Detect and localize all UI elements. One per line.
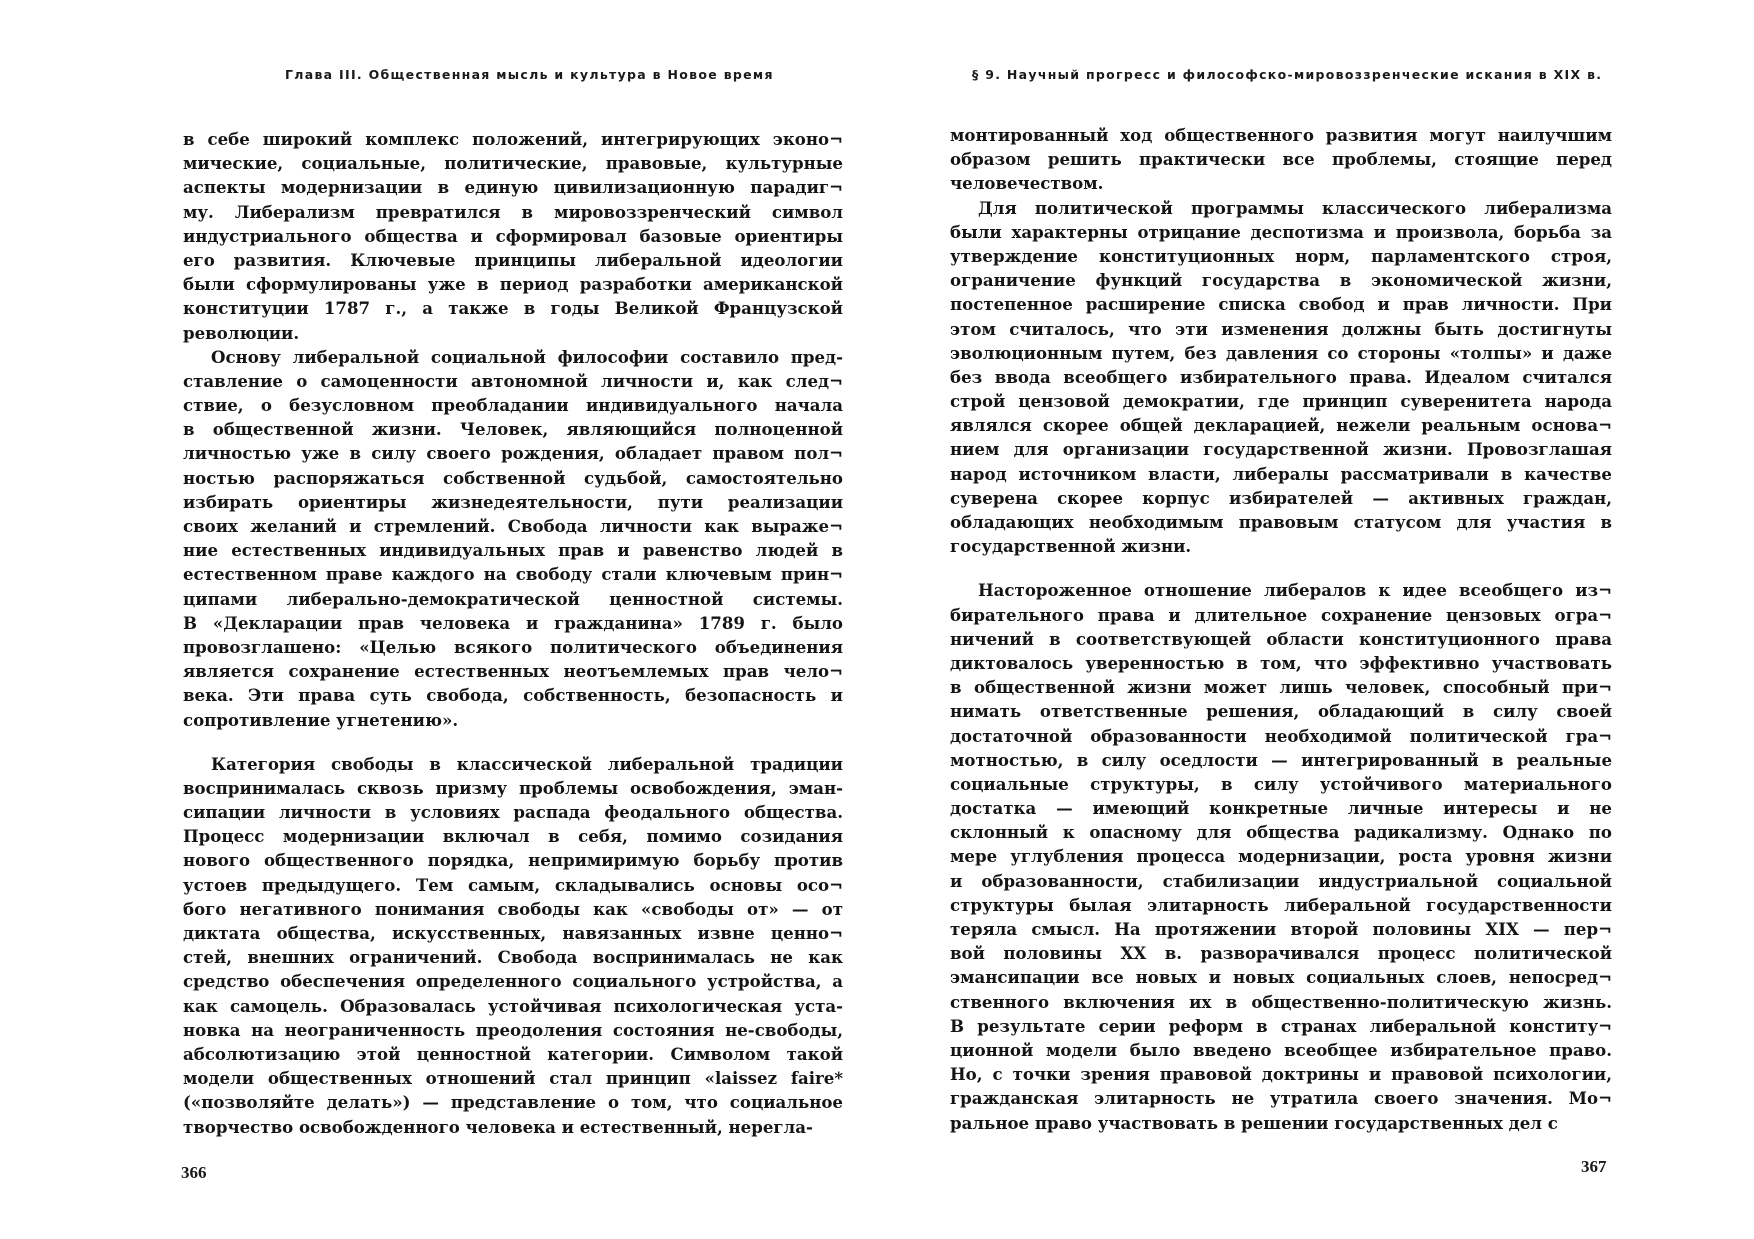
page-number-left: 366: [181, 1163, 207, 1182]
text-line: ральное право участвовать в решении государственных дел с: [950, 1112, 1558, 1133]
text-line: мотностью, в силу оседлости — интегрированный в реальные: [950, 749, 1612, 770]
paragraph: [183, 345, 843, 732]
text-line: диктовалось уверенностью в том, что эффективно участвовать: [950, 652, 1612, 673]
text-line: структуры былая элитарность либеральной государственности: [950, 894, 1612, 915]
text-line: средство обеспечения определенного социального устройства, а: [183, 971, 843, 992]
text-line: человечеством.: [950, 173, 1104, 194]
right-page-body: [950, 123, 1612, 1135]
text-line: стей, внешних ограничений. Свобода воспринималась не как: [183, 947, 843, 968]
text-line: теряла смысл. На протяжении второй половины XIX — пер¬: [950, 919, 1612, 939]
text-line: были сформулированы уже в период разработки американской: [183, 274, 843, 295]
text-line: в общественной жизни. Человек, являющийся полноценной: [183, 419, 843, 440]
paragraph-gap: [950, 558, 1612, 578]
text-line: является сохранение естественных неотъемлемых прав чело¬: [183, 661, 843, 682]
text-line: ционной модели было введено всеобщее избирательное право.: [950, 1039, 1612, 1060]
running-header-right: § 9. Научный прогресс и философско-мировоззренческие искания в XIX в.: [972, 67, 1603, 82]
text-line: монтированный ход общественного развития могут наилучшим: [950, 125, 1612, 145]
text-line: и образованности, стабилизации индустриальной социальной: [950, 870, 1612, 891]
text-line: модели общественных отношений стал принцип «laissez faire*: [183, 1068, 843, 1089]
text-line: достатка — имеющий конкретные личные интересы и не: [950, 798, 1612, 819]
paragraph: [183, 127, 843, 345]
text-line: аспекты модернизации в единую цивилизационную парадиг¬: [183, 177, 843, 198]
text-line: индустриального общества и сформировал базовые ориентиры: [183, 225, 843, 246]
text-line: постепенное расширение списка свобод и прав личности. При: [950, 294, 1612, 315]
text-line: народ источником власти, либералы рассматривали в качестве: [950, 463, 1612, 484]
text-line: нимать ответственные решения, обладающий в силу своей: [950, 701, 1612, 722]
text-line: сипации личности в условиях распада феодального общества.: [183, 802, 843, 823]
text-line: устоев предыдущего. Тем самым, складывались основы осо¬: [183, 874, 843, 895]
text-line: воспринималась сквозь призму проблемы освобождения, эман-: [183, 777, 843, 798]
text-line: нового общественного порядка, непримиримую борьбу против: [183, 850, 843, 871]
text-line: социальные структуры, в силу устойчивого материального: [950, 773, 1612, 794]
text-line: ствие, о безусловном преобладании индивидуального начала: [183, 395, 843, 416]
text-line: без ввода всеобщего избирательного права. Идеалом считался: [950, 366, 1612, 387]
text-line: В «Декларации прав человека и гражданина» 1789 г. было: [183, 612, 843, 633]
text-line: как самоцель. Образовалась устойчивая психологическая уста-: [183, 995, 843, 1016]
text-line: ничений в соответствующей области конституционного права: [950, 628, 1612, 649]
text-line: ностью распоряжаться собственной судьбой, самостоятельно: [183, 467, 843, 488]
text-line: склонный к опасному для общества радикализму. Однако по: [950, 822, 1612, 843]
text-line: строй цензовой демократии, где принцип суверенитета народа: [950, 391, 1612, 412]
text-line: гражданская элитарность не утратила своего значения. Мо¬: [950, 1088, 1612, 1109]
text-line: конституции 1787 г., а также в годы Великой Французской: [183, 298, 843, 319]
text-line: ставление о самоценности автономной личности и, как след¬: [183, 370, 843, 391]
paragraph: [950, 196, 1612, 559]
text-line: своих желаний и стремлений. Свобода личности как выраже¬: [183, 516, 843, 536]
text-line: бирательного права и длительное сохранение цензовых огра¬: [950, 604, 1612, 625]
text-line: сопротивление угнетению».: [183, 709, 459, 730]
text-line: му. Либерализм превратился в мировоззренческий символ: [183, 201, 843, 222]
text-line: эволюционным путем, без давления со стороны «толпы» и даже: [950, 342, 1612, 363]
text-line: Основу либеральной социальной философии составило пред-: [211, 346, 843, 367]
text-line: творчество освобожденного человека и естественный, нерегла-: [183, 1116, 813, 1137]
text-line: эмансипации все новых и новых социальных слоев, непосред¬: [950, 967, 1612, 988]
text-line: являлся скорее общей декларацией, нежели реальным основа¬: [950, 415, 1612, 436]
text-line: его развития. Ключевые принципы либеральной идеологии: [183, 249, 843, 270]
text-line: были характерны отрицание деспотизма и произвола, борьба за: [950, 221, 1612, 242]
text-line: Категория свободы в классической либеральной традиции: [211, 753, 843, 774]
text-line: ственного включения их в общественно-политическую жизнь.: [950, 991, 1612, 1012]
text-line: естественном праве каждого на свободу стали ключевым прин¬: [183, 564, 843, 585]
text-line: образом решить практически все проблемы, стоящие перед: [950, 149, 1612, 170]
text-line: государственной жизни.: [950, 536, 1192, 557]
text-line: революции.: [183, 322, 300, 343]
text-line: обладающих необходимым правовым статусом для участия в: [950, 512, 1612, 532]
text-line: суверена скорее корпус избирателей — активных граждан,: [950, 487, 1612, 508]
text-line: Но, с точки зрения правовой доктрины и правовой психологии,: [950, 1064, 1612, 1085]
text-line: века. Эти права суть свобода, собственность, безопасность и: [183, 685, 843, 706]
text-line: в общественной жизни может лишь человек, способный при¬: [950, 677, 1612, 698]
paragraph: [183, 752, 843, 1139]
text-line: в себе широкий комплекс положений, интегрирующих эконо¬: [183, 129, 843, 149]
text-line: Настороженное отношение либералов к идее всеобщего из¬: [978, 580, 1612, 601]
text-line: провозглашено: «Целью всякого политического объединения: [183, 636, 843, 657]
text-line: Для политической программы классического либерализма: [978, 197, 1612, 218]
paragraph: [950, 123, 1612, 196]
text-line: абсолютизацию этой ценностной категории. Символом такой: [183, 1043, 843, 1064]
text-line: этом считалось, что эти изменения должны быть достигнуты: [950, 318, 1612, 339]
page-number-right: 367: [1581, 1157, 1607, 1176]
text-line: ципами либерально-демократической ценностной системы.: [183, 588, 843, 609]
text-line: бого негативного понимания свободы как «свободы от» — от: [183, 898, 843, 919]
paragraph-gap: [183, 732, 843, 752]
left-page-body: [183, 127, 843, 1139]
text-line: нием для организации государственной жизни. Провозглашая: [950, 439, 1612, 460]
text-line: новка на неограниченность преодоления состояния не-свободы,: [183, 1019, 843, 1040]
text-line: В результате серии реформ в странах либеральной конститу¬: [950, 1015, 1612, 1036]
running-header-left: Глава III. Общественная мысль и культура в Новое время: [285, 67, 774, 82]
text-line: («позволяйте делать») — представление о том, что социальное: [183, 1092, 843, 1113]
text-line: диктата общества, искусственных, навязанных извне ценно¬: [183, 923, 843, 943]
text-line: мические, социальные, политические, правовые, культурные: [183, 153, 843, 174]
text-line: утверждение конституционных норм, парламентского строя,: [950, 245, 1612, 266]
text-line: Процесс модернизации включал в себя, помимо созидания: [183, 826, 843, 847]
paragraph: [950, 578, 1612, 1134]
text-line: ние естественных индивидуальных прав и равенство людей в: [183, 540, 843, 561]
text-line: мере углубления процесса модернизации, роста уровня жизни: [950, 846, 1612, 867]
text-line: избирать ориентиры жизнедеятельности, пути реализации: [183, 491, 843, 512]
text-line: достаточной образованности необходимой политической гра¬: [950, 725, 1612, 746]
text-line: ограничение функций государства в экономической жизни,: [950, 270, 1612, 291]
text-line: вой половины XX в. разворачивался процесс политической: [950, 943, 1612, 964]
text-line: личностью уже в силу своего рождения, обладает правом пол¬: [183, 443, 843, 464]
